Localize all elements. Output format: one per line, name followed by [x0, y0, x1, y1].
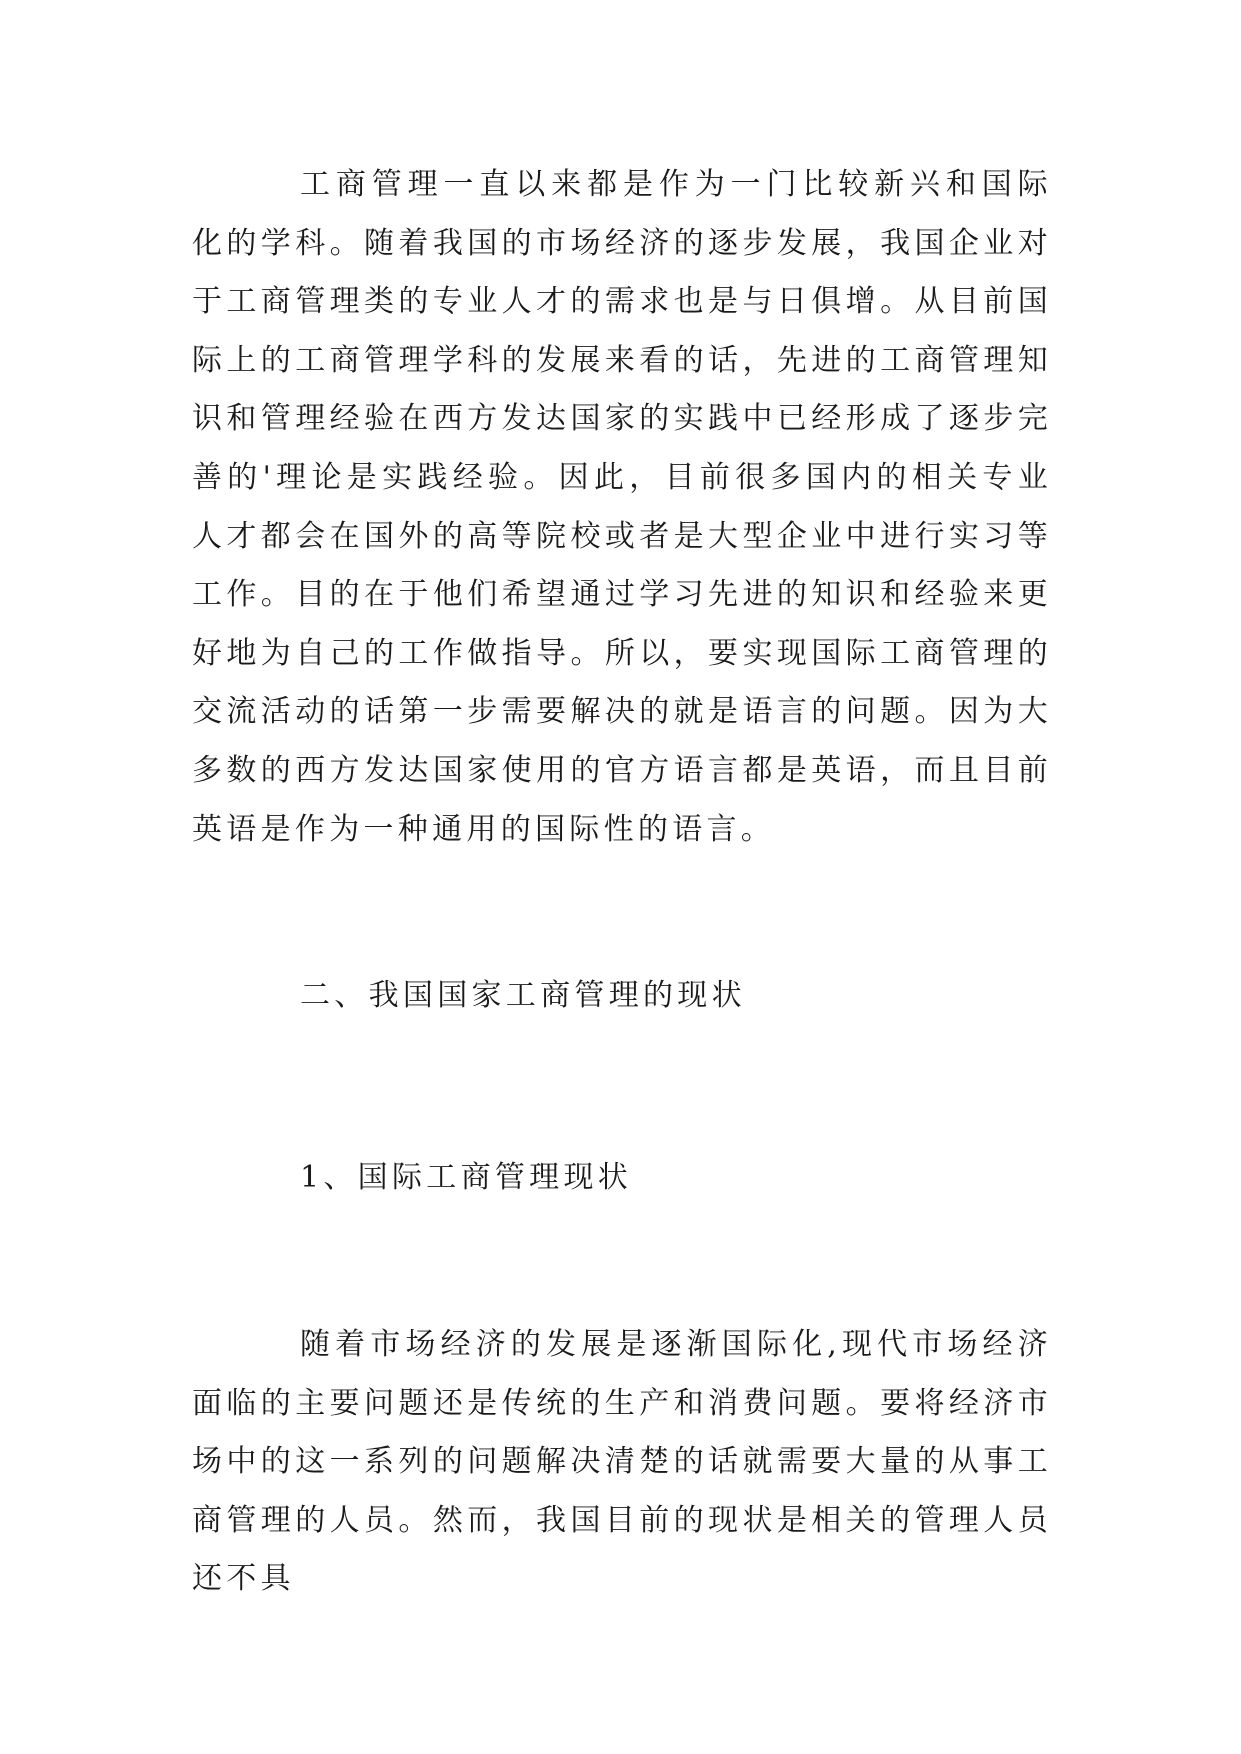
body-paragraph-status: 随着市场经济的发展是逐渐国际化,现代市场经济面临的主要问题还是传统的生产和消费问题。要将经济市场中的这一系列的问题解决清楚的话就需要大量的从事工商管理的人员。然而，我国目前的现状是相关的管理人员还不具 — [192, 1327, 1052, 1597]
body-paragraph-intro: 工商管理一直以来都是作为一门比较新兴和国际化的学科。随着我国的市场经济的逐步发展，我国企业对于工商管理类的专业人才的需求也是与日俱增。从目前国际上的工商管理学科的发展来看的话，先进的工商管理知识和管理经验在西方发达国家的实践中已经形成了逐步完善的'理论是实践经验。因此，目前很多国内的相关专业人才都会在国外的高等院校或者是大型企业中进行实习等工作。目的在于他们希望通过学习先进的知识和经验来更好地为自己的工作做指导。所以，要实现国际工商管理的交流活动的话第一步需要解决的就是语言的问题。因为大多数的西方发达国家使用的官方语言都是英语，而且目前英语是作为一种通用的国际性的语言。 — [192, 167, 1052, 847]
subsection-heading: 1、国际工商管理现状 — [300, 1160, 633, 1195]
section-heading: 二、我国国家工商管理的现状 — [300, 978, 746, 1013]
